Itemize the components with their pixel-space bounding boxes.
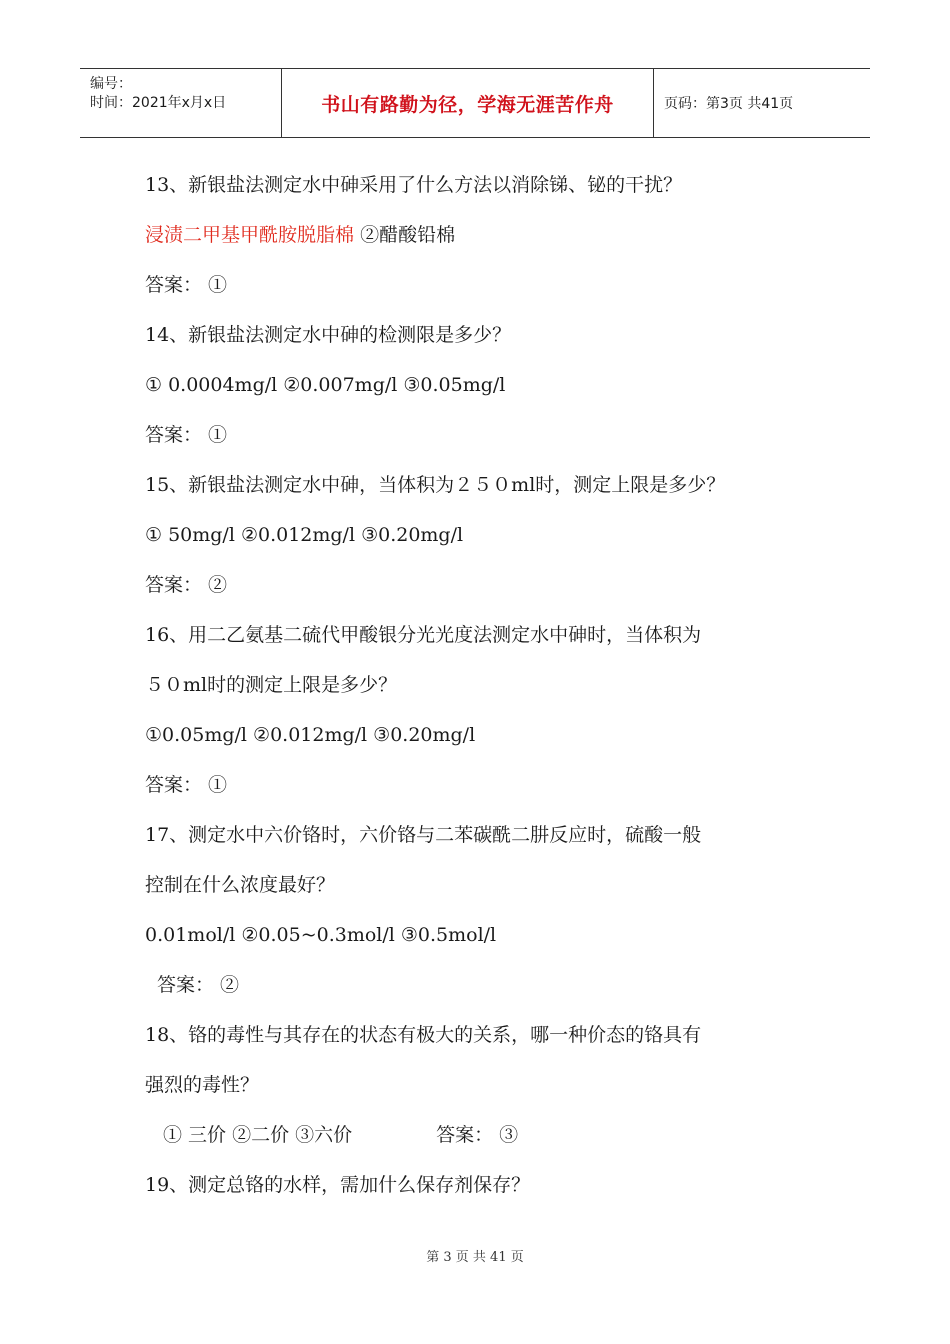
question-17: 17、测定水中六价铬时，六价铬与二苯碳酰二肼反应时，硫酸一般 <box>145 824 702 846</box>
question-17-cont: 控制在什么浓度最好？ <box>145 874 336 896</box>
answer-16: 答案： ① <box>145 774 228 796</box>
page-footer: 第 3 页 共 41 页 <box>426 1250 524 1265</box>
question-14-options: ① 0.0004mg/l ②0.007mg/l ③0.05mg/l <box>145 374 506 396</box>
option-highlight: 浸渍二甲基甲酰胺脱脂棉 <box>145 224 355 246</box>
answer-18: 答案： ③ <box>436 1124 519 1146</box>
option-text: ① 三价 ②二价 ③六价 <box>163 1124 353 1146</box>
question-19: 19、测定总铬的水样，需加什么保存剂保存？ <box>145 1174 531 1196</box>
header-motto: 书山有路勤为径，学海无涯苦作舟 <box>282 69 654 137</box>
question-14: 14、新银盐法测定水中砷的检测限是多少？ <box>145 324 512 346</box>
question-16-options: ①0.05mg/l ②0.012mg/l ③0.20mg/l <box>145 724 476 746</box>
question-15-options: ① 50mg/l ②0.012mg/l ③0.20mg/l <box>145 524 464 546</box>
time-label: 时间：2021年x月x日 <box>90 95 227 111</box>
question-13-options <box>145 210 835 260</box>
answer-13: 答案： ① <box>145 274 228 296</box>
question-17-options: 0.01mol/l ②0.05~0.3mol/l ③0.5mol/l <box>145 924 497 946</box>
header-meta <box>80 69 282 137</box>
question-18: 18、铬的毒性与其存在的状态有极大的关系，哪一种价态的铬具有 <box>145 1024 702 1046</box>
header-page-info: 页码：第3页 共41页 <box>664 96 794 112</box>
number-label: 编号： <box>90 76 132 92</box>
document-body <box>145 160 835 1210</box>
question-18-options <box>145 1110 835 1160</box>
answer-17: 答案： ② <box>157 974 240 996</box>
question-15: 15、新银盐法测定水中砷，当体积为２５０ml时，测定上限是多少？ <box>145 474 726 496</box>
question-16-cont: ５０ml时的测定上限是多少？ <box>145 674 398 696</box>
question-16: 16、用二乙氨基二硫代甲酸银分光光度法测定水中砷时，当体积为 <box>145 624 702 646</box>
page-header <box>80 68 870 138</box>
answer-15: 答案： ② <box>145 574 228 596</box>
question-18-cont: 强烈的毒性？ <box>145 1074 260 1096</box>
option-text: ②醋酸铅棉 <box>360 224 456 246</box>
question-13: 13、新银盐法测定水中砷采用了什么方法以消除锑、铋的干扰？ <box>145 174 683 196</box>
answer-14: 答案： ① <box>145 424 228 446</box>
